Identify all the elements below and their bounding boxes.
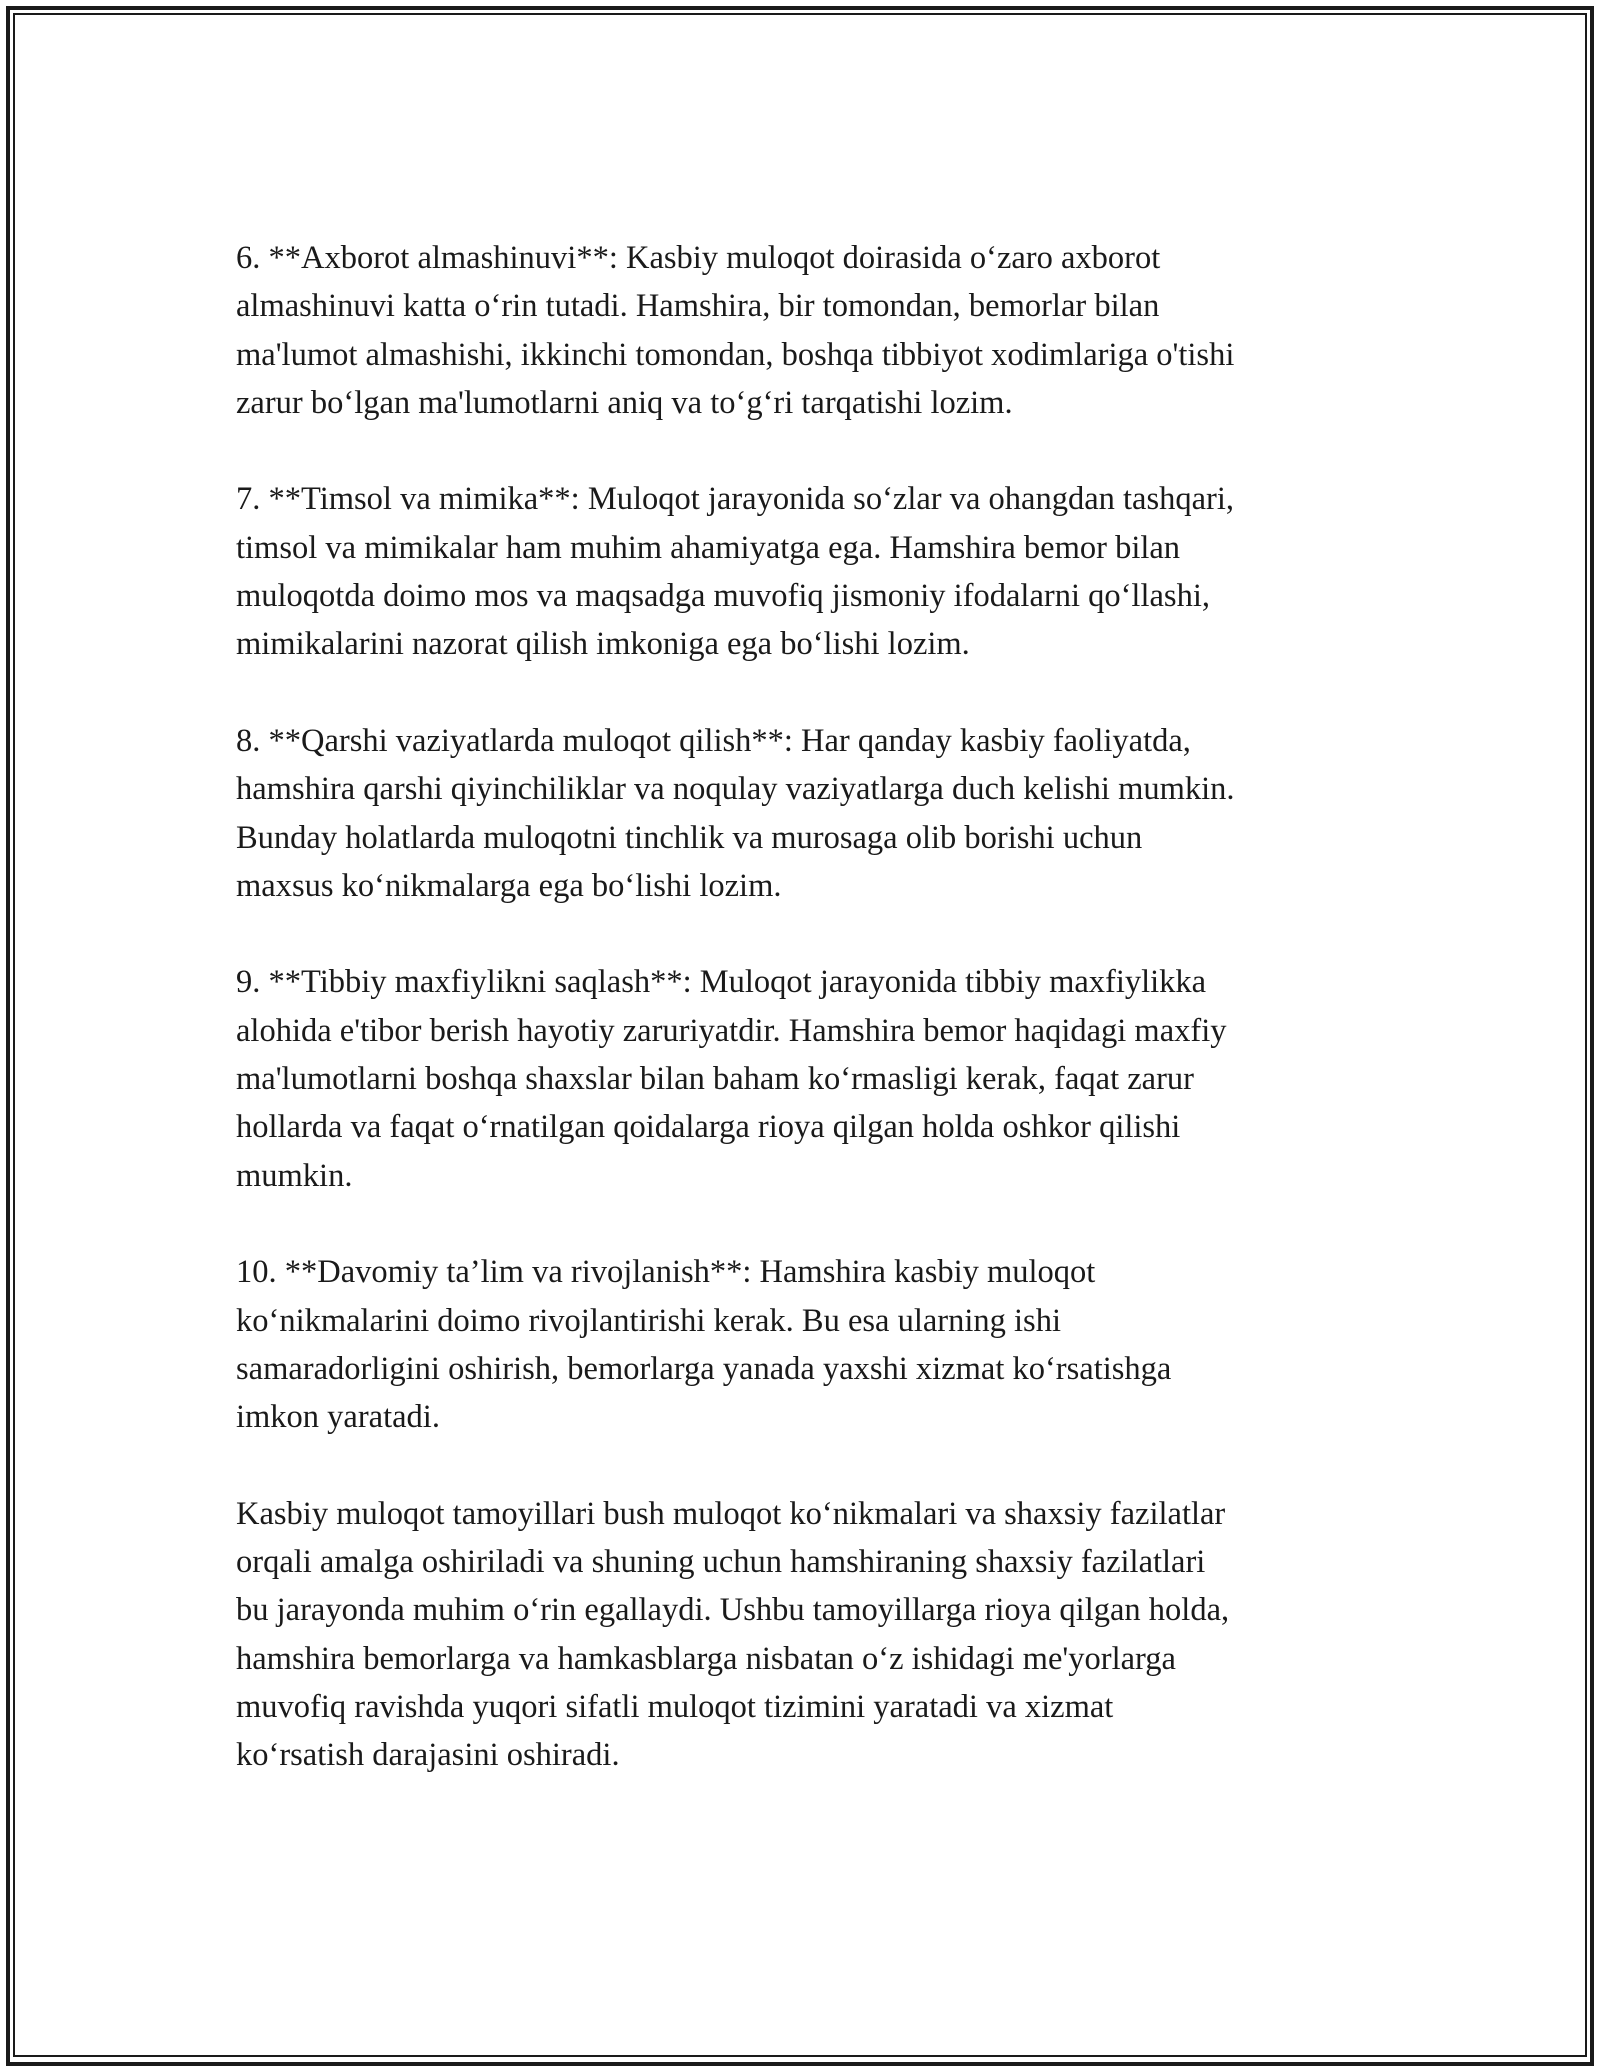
paragraph-item-6: 6. **Axborot almashinuvi**: Kasbiy muloqot doirasida o‘zaro axborot almashinuvi katta o‘rin tutadi. Hamshira, bir tomondan, bemorlar bilan ma'lumot almashishi, ikkinchi tomondan, boshqa tibbiyot xodimlariga o'tishi zarur bo‘lgan ma'lumotlarni aniq va to‘g‘ri tarqatishi lozim. bbox=[236, 240, 1235, 421]
paragraph-item-10: 10. **Davomiy ta’lim va rivojlanish**: Hamshira kasbiy muloqot ko‘nikmalarini doimo rivojlantirishi kerak. Bu esa ularning ishi samaradorligini oshirish, bemorlarga yanada yaxshi xizmat ko‘rsatishga imkon yaratadi. bbox=[236, 1254, 1172, 1436]
paragraph-item-8: 8. **Qarshi vaziyatlarda muloqot qilish**: Har qanday kasbiy faoliyatda, hamshira qarshi qiyinchiliklar va noqulay vaziyatlarga duch kelishi mumkin. Bunday holatlarda muloqotni tinchlik va murosaga olib borishi uchun maxsus ko‘nikmalarga ega bo‘lishi lozim. bbox=[236, 722, 1235, 904]
paragraph-item-7: 7. **Timsol va mimika**: Muloqot jarayonida so‘zlar va ohangdan tashqari, timsol va mimikalar ham muhim ahamiyatga ega. Hamshira bemor bilan muloqotda doimo mos va maqsadga muvofiq jismoniy ifodalarni qo‘llashi, mimikalarini nazorat qilish imkoniga ega bo‘lishi lozim. bbox=[236, 481, 1235, 663]
conclusion-paragraph: Kasbiy muloqot tamoyillari bush muloqot ko‘nikmalari va shaxsiy fazilatlar orqali amalga oshiriladi va shuning uchun hamshiraning shaxsiy fazilatlari bu jarayonda muhim o‘rin egallaydi. Ushbu tamoyillarga rioya qilgan holda, hamshira bemorlarga va hamkasblarga nisbatan o‘z ishidagi me'yorlarga muvofiq ravishda yuqori sifatli muloqot tizimini yaratadi va xizmat ko‘rsatish darajasini oshiradi. bbox=[236, 1495, 1230, 1774]
paragraph-item-9: 9. **Tibbiy maxfiylikni saqlash**: Muloqot jarayonida tibbiy maxfiylikka alohida e'tibor berish hayotiy zaruriyatdir. Hamshira bemor haqidagi maxfiy ma'lumotlarni boshqa shaxslar bilan baham ko‘rmasligi kerak, faqat zarur hollarda va faqat o‘rnatilgan qoidalarga rioya qilgan holda oshkor qilishi mumkin. bbox=[236, 964, 1227, 1194]
document-body bbox=[236, 234, 1396, 1828]
